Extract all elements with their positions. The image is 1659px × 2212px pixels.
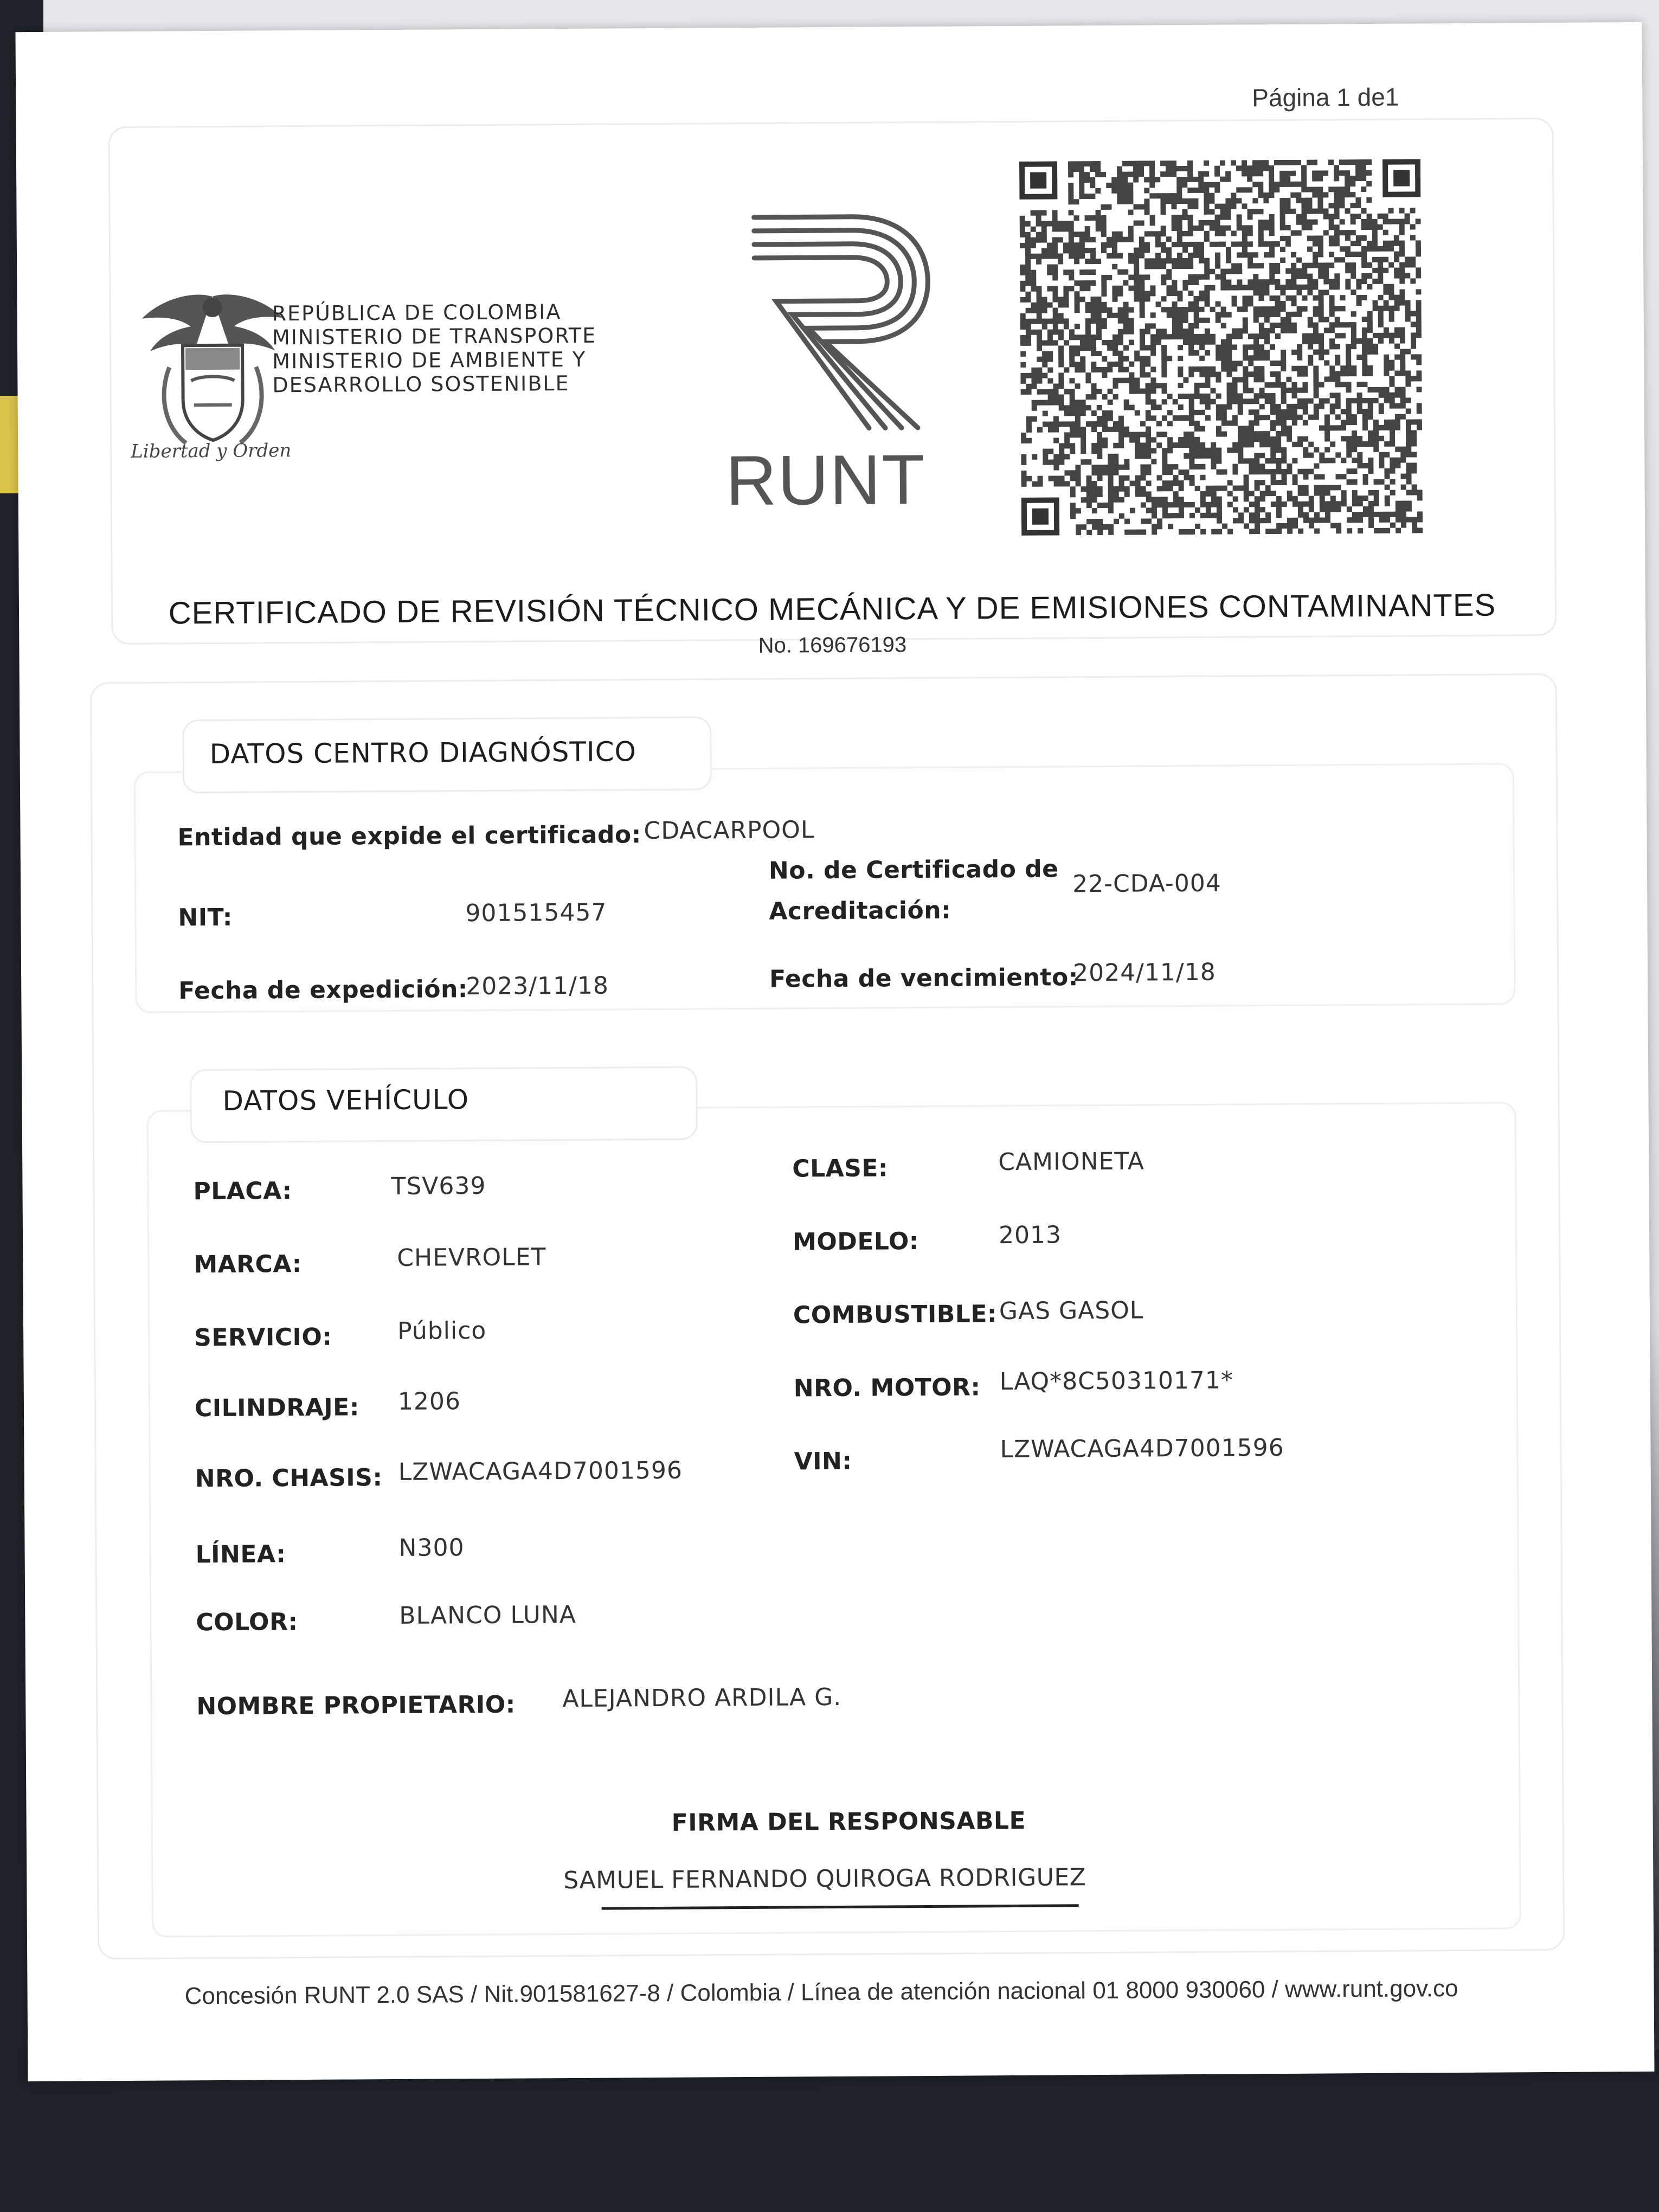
marca-label: MARCA: xyxy=(194,1250,303,1279)
gov-line: REPÚBLICA DE COLOMBIA xyxy=(272,300,562,326)
combustible-label: COMBUSTIBLE: xyxy=(793,1300,998,1329)
firma-name: SAMUEL FERNANDO QUIROGA RODRIGUEZ xyxy=(563,1863,1086,1895)
centro-section-title: DATOS CENTRO DIAGNÓSTICO xyxy=(209,736,637,770)
acreditacion-value: 22-CDA-004 xyxy=(1072,869,1221,898)
page-number: Página 1 de1 xyxy=(1252,82,1399,112)
nit-label: NIT: xyxy=(178,903,233,932)
linea-value: N300 xyxy=(398,1534,465,1562)
combustible-value: GAS GASOL xyxy=(999,1296,1144,1326)
color-value: BLANCO LUNA xyxy=(399,1600,577,1630)
entidad-label: Entidad que expide el certificado: xyxy=(177,821,641,852)
certificate-number: No. 169676193 xyxy=(758,633,907,658)
servicio-label: SERVICIO: xyxy=(194,1323,332,1352)
qr-code-icon xyxy=(1019,159,1423,536)
linea-label: LÍNEA: xyxy=(195,1540,286,1569)
runt-logo-icon xyxy=(743,205,940,434)
document-title: CERTIFICADO DE REVISIÓN TÉCNICO MECÁNICA Y DE EMISIONES CONTAMINANTES xyxy=(168,587,1496,631)
certificate-paper xyxy=(15,22,1654,2081)
propietario-value: ALEJANDRO ARDILA G. xyxy=(562,1683,842,1713)
vehiculo-section-title: DATOS VEHÍCULO xyxy=(222,1084,470,1117)
placa-value: TSV639 xyxy=(391,1172,486,1201)
color-label: COLOR: xyxy=(196,1608,298,1637)
vencimiento-label: Fecha de vencimiento: xyxy=(769,963,1078,993)
government-header xyxy=(272,300,597,397)
propietario-label: NOMBRE PROPIETARIO: xyxy=(196,1690,516,1721)
motto-text: Libertad y Orden xyxy=(131,440,292,462)
acreditacion-label-1: No. de Certificado de xyxy=(768,855,1059,885)
cilindraje-value: 1206 xyxy=(397,1387,461,1416)
runt-logo-text: RUNT xyxy=(725,439,927,520)
gov-line: MINISTERIO DE TRANSPORTE xyxy=(272,323,597,350)
firma-label: FIRMA DEL RESPONSABLE xyxy=(671,1806,1026,1837)
placa-label: PLACA: xyxy=(193,1177,292,1206)
marca-value: CHEVROLET xyxy=(397,1243,546,1272)
cilindraje-label: CILINDRAJE: xyxy=(194,1393,360,1423)
clase-label: CLASE: xyxy=(792,1154,889,1183)
entidad-value: CDACARPOOL xyxy=(644,816,815,845)
clase-value: CAMIONETA xyxy=(998,1147,1145,1176)
acreditacion-label-2: Acreditación: xyxy=(769,896,951,925)
nit-value: 901515457 xyxy=(465,898,607,928)
servicio-value: Público xyxy=(397,1316,487,1345)
chasis-label: NRO. CHASIS: xyxy=(195,1464,383,1493)
chasis-value: LZWACAGA4D7001596 xyxy=(398,1456,683,1486)
vin-value: LZWACAGA4D7001596 xyxy=(1000,1433,1284,1464)
footer-text: Concesión RUNT 2.0 SAS / Nit.901581627-8 / Colombia / Línea de atención nacional 01 8000 930060 / www.runt.gov.co xyxy=(184,1975,1458,2010)
expedicion-value: 2023/11/18 xyxy=(466,972,609,1001)
expedicion-label: Fecha de expedición: xyxy=(178,975,468,1005)
modelo-value: 2013 xyxy=(998,1221,1062,1250)
vin-label: VIN: xyxy=(794,1447,852,1476)
motor-label: NRO. MOTOR: xyxy=(793,1373,981,1403)
vencimiento-value: 2024/11/18 xyxy=(1072,958,1216,987)
motor-value: LAQ*8C50310171* xyxy=(999,1366,1234,1396)
gov-line: DESARROLLO SOSTENIBLE xyxy=(272,371,570,397)
gov-line: MINISTERIO DE AMBIENTE Y xyxy=(272,347,587,374)
modelo-label: MODELO: xyxy=(792,1227,919,1256)
